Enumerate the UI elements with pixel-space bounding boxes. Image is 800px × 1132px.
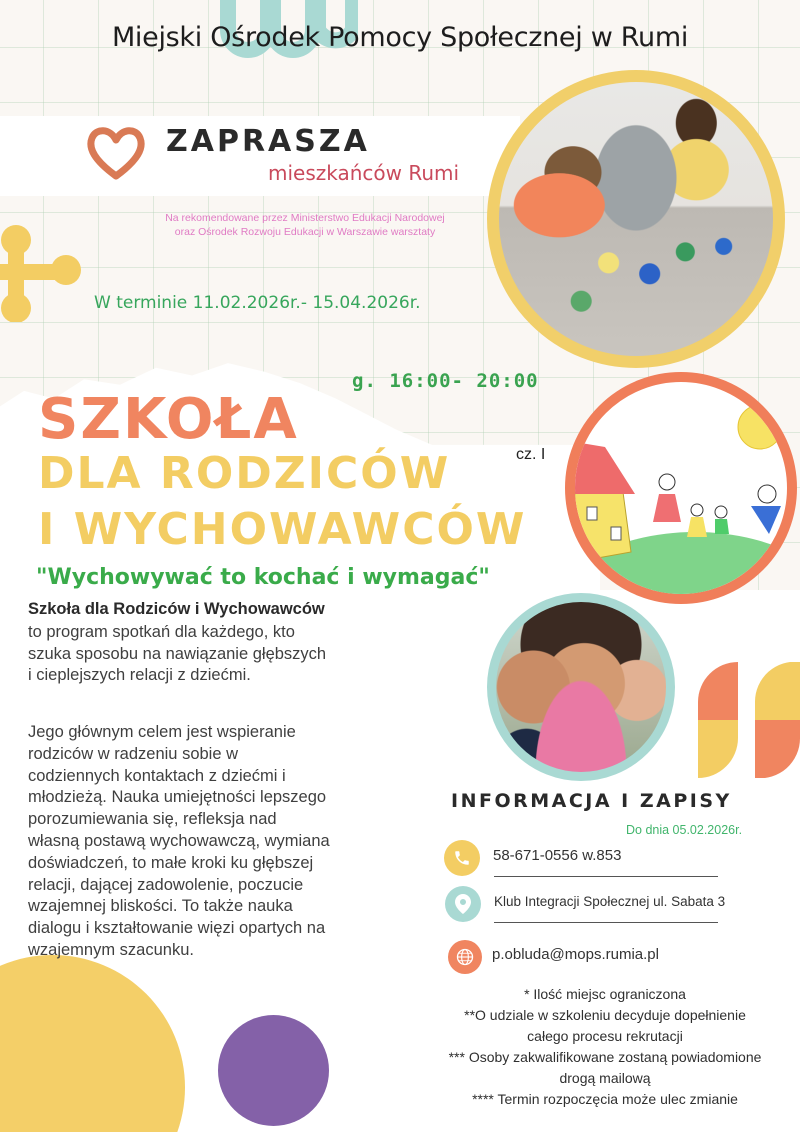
divider [494, 876, 718, 877]
globe-icon [448, 940, 482, 974]
organization-title: Miejski Ośrodek Pomocy Społecznej w Rumi [111, 22, 689, 53]
intro-line: i cieplejszych relacji z dziećmi. [28, 666, 251, 684]
footnote: **** Termin rozpoczęcia może ulec zmianie [472, 1091, 738, 1107]
registration-deadline: Do dnia 05.02.2026r. [626, 823, 743, 837]
intro-paragraph [28, 622, 468, 687]
footnote: całego procesu rekrutacji [527, 1028, 683, 1044]
recommendation-line: oraz Ośrodek Rozwoju Edukacji w Warszawie warsztaty [174, 226, 436, 238]
footnote: *** Osoby zakwalifikowane zostaną powiadomione [448, 1049, 762, 1065]
description-line: własną postawą wychowawczą, wymiana [28, 831, 330, 850]
photo-smiling-children [487, 593, 675, 781]
title-line-3: I WYCHOWAWCÓW [38, 504, 527, 555]
description-line: codziennych kontaktach z dziećmi i [28, 766, 286, 785]
part-label: cz. I [516, 446, 546, 463]
ss-shape-decoration [693, 662, 800, 778]
recommendation-text [115, 211, 495, 239]
description-line: wzajemnym szacunku. [28, 940, 194, 959]
title-line-1: SZKOŁA [38, 387, 299, 452]
description-line: wzajemnej bliskości. To także nauka [28, 897, 293, 916]
family-drawing-illustration [575, 382, 787, 594]
footnote: drogą mailową [559, 1070, 651, 1086]
date-range: W terminie 11.02.2026r.- 15.04.2026r. [94, 293, 421, 313]
location-pin-icon [445, 886, 481, 922]
recommendation-line: Na rekomendowane przez Ministerstwo Edukacji Narodowej [165, 212, 445, 224]
motto: "Wychowywać to kochać i wymagać" [36, 565, 490, 590]
description-line: relacji, dającej zadowolenie, poczucie [28, 875, 304, 894]
phone-icon [444, 840, 480, 876]
description-line: porozumiewania się, refleksja nad [28, 810, 277, 829]
email-address[interactable]: p.obluda@mops.rumia.pl [492, 946, 659, 963]
drawing-family-house [565, 372, 797, 604]
divider [494, 922, 718, 923]
info-heading: INFORMACJA I ZAPISY [451, 790, 732, 812]
photo-children-playing [487, 70, 785, 368]
intro-heading: Szkoła dla Rodziców i Wychowawców [28, 600, 325, 618]
title-line-2: DLA RODZICÓW [38, 448, 451, 499]
description-line: rodziców w radzeniu sobie w [28, 744, 239, 763]
description-line: młodzieżą. Nauka umiejętności lepszego [28, 788, 327, 807]
heart-icon [84, 120, 148, 184]
description-line: Jego głównym celem jest wspieranie [28, 723, 296, 741]
audience-text: mieszkańców Rumi [268, 161, 460, 185]
intro-line: to program spotkań dla każdego, kto [28, 623, 295, 641]
footnote: * Ilość miejsc ograniczona [524, 986, 686, 1002]
intro-line: szuka sposobu na nawiązanie głębszych [28, 644, 327, 663]
description-line: dialogu i kształtowanie więzi opartych na [28, 919, 326, 938]
phone-number[interactable]: 58-671-0556 w.853 [493, 847, 622, 864]
invite-heading: ZAPRASZA [166, 124, 370, 159]
location-address: Klub Integracji Społecznej ul. Sabata 3 [494, 894, 726, 909]
footnote: **O udziale w szkoleniu decyduje dopełnienie [464, 1007, 746, 1023]
description-paragraph [28, 722, 448, 962]
footnotes [405, 984, 800, 1110]
yellow-cross-decoration [0, 222, 88, 322]
purple-circle-decoration [218, 1015, 329, 1126]
description-line: doświadczeń, to małe kroki ku głębszej [28, 853, 314, 872]
hours-text: g. 16:00- 20:00 [352, 370, 539, 392]
